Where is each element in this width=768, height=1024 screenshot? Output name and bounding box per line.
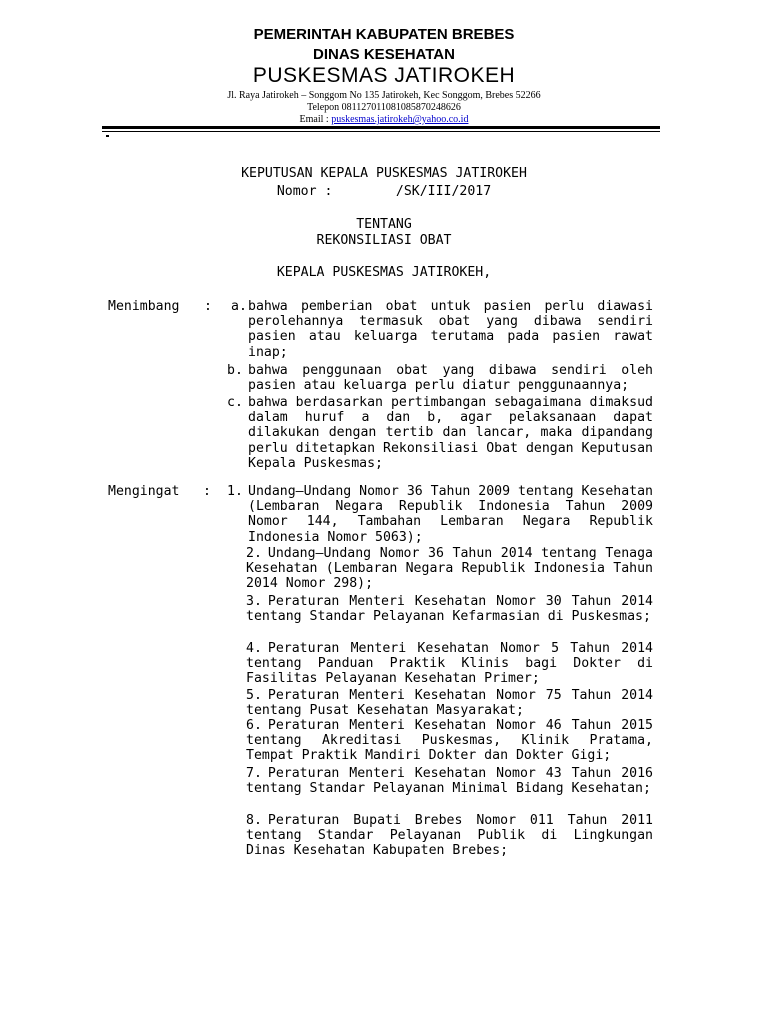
item-marker: 3. <box>246 594 262 609</box>
letterhead-email-line <box>0 114 768 125</box>
item-marker: 1. <box>227 484 243 499</box>
mengingat-item <box>246 641 653 687</box>
item-marker: a. <box>231 299 247 314</box>
item-text: bahwa penggunaan obat yang dibawa sendiri oleh pasien atau keluarga perlu diatur penggunaannya; <box>248 363 653 394</box>
letterhead-department: DINAS KESEHATAN <box>313 46 455 63</box>
mengingat-label: Mengingat <box>108 484 180 499</box>
item-text: bahwa berdasarkan pertimbangan sebagaimana dimaksud dalam huruf a dan b, agar pelaksanaan dapat dilakukan dengan tertib dan lancar, maka dipandang perlu ditetapkan Rekonsiliasi Obat dengan Keputusan Kepala Puskesmas; <box>248 395 653 471</box>
item-text: Peraturan Menteri Kesehatan Nomor 5 Tahun 2014 tentang Panduan Praktik Klinis bagi Dokter di Fasilitas Pelayanan Kesehatan Primer; <box>246 641 653 687</box>
letterhead-phone: Telepon 081127011081085870248626 <box>307 102 461 113</box>
menimbang-item <box>231 299 653 360</box>
email-label: Email : <box>299 114 329 125</box>
mengingat-item <box>246 688 653 718</box>
item-text: Undang–Undang Nomor 36 Tahun 2009 tentang Kesehatan (Lembaran Negara Republik Indonesia Tahun 2009 Nomor 144, Tambahan Lembaran Negara Republik Indonesia Nomor 5063); <box>248 484 653 545</box>
mengingat-item <box>246 594 653 624</box>
item-marker: 8. <box>246 813 262 828</box>
item-text: Peraturan Bupati Brebes Nomor 011 Tahun 2011 tentang Standar Pelayanan Publik di Lingkungan Dinas Kesehatan Kabupaten Brebes; <box>246 813 653 859</box>
item-text: Peraturan Menteri Kesehatan Nomor 43 Tahun 2016 tentang Standar Pelayanan Minimal Bidang Kesehatan; <box>246 766 653 797</box>
decree-number: Nomor : /SK/III/2017 <box>276 184 492 199</box>
mengingat-item <box>246 813 653 859</box>
mengingat-item <box>227 484 653 545</box>
mengingat-item <box>246 546 653 592</box>
item-marker: 6. <box>246 718 262 733</box>
item-marker: b. <box>227 363 243 378</box>
email-link[interactable]: puskesmas.jatirokeh@yahoo.co.id <box>331 114 469 125</box>
menimbang-label: Menimbang <box>108 299 180 314</box>
decree-title: KEPUTUSAN KEPALA PUSKESMAS JATIROKEH <box>241 166 527 181</box>
mengingat-colon: : <box>203 484 211 499</box>
item-marker: 4. <box>246 641 262 656</box>
item-marker: 7. <box>246 766 262 781</box>
letterhead-rule-thick <box>102 126 660 129</box>
item-text: Peraturan Menteri Kesehatan Nomor 30 Tahun 2014 tentang Standar Pelayanan Kefarmasian di Puskesmas; <box>246 594 653 625</box>
mengingat-item <box>246 766 653 796</box>
menimbang-item <box>227 363 653 393</box>
letterhead-institution: PUSKESMAS JATIROKEH <box>252 64 516 87</box>
item-marker: 5. <box>246 688 262 703</box>
item-text: Peraturan Menteri Kesehatan Nomor 46 Tahun 2015 tentang Akreditasi Puskesmas, Klinik Pratama, Tempat Praktik Mandiri Dokter dan Dokter Gigi; <box>246 718 653 764</box>
decree-tentang: TENTANG <box>356 217 412 232</box>
item-marker: 2. <box>246 546 262 561</box>
item-text: Undang–Undang Nomor 36 Tahun 2014 tentang Tenaga Kesehatan (Lembaran Negara Republik Indonesia Tahun 2014 Nomor 298); <box>246 546 653 592</box>
menimbang-colon: : <box>204 299 212 314</box>
letterhead-rule-mark <box>106 135 109 137</box>
decree-official: KEPALA PUSKESMAS JATIROKEH, <box>276 265 492 280</box>
item-text: Peraturan Menteri Kesehatan Nomor 75 Tahun 2014 tentang Pusat Kesehatan Masyarakat; <box>246 688 653 719</box>
letterhead-address: Jl. Raya Jatirokeh – Songgom No 135 Jatirokeh, Kec Songgom, Brebes 52266 <box>227 90 541 101</box>
letterhead-rule-thin <box>102 131 660 132</box>
mengingat-item <box>246 718 653 764</box>
item-marker: c. <box>227 395 243 410</box>
letterhead-government: PEMERINTAH KABUPATEN BREBES <box>253 26 515 43</box>
menimbang-item <box>227 395 653 471</box>
item-text: bahwa pemberian obat untuk pasien perlu diawasi perolehannya termasuk obat yang dibawa sendiri pasien atau keluarga terutama pada pasien rawat inap; <box>248 299 653 360</box>
decree-subject: REKONSILIASI OBAT <box>316 233 452 248</box>
